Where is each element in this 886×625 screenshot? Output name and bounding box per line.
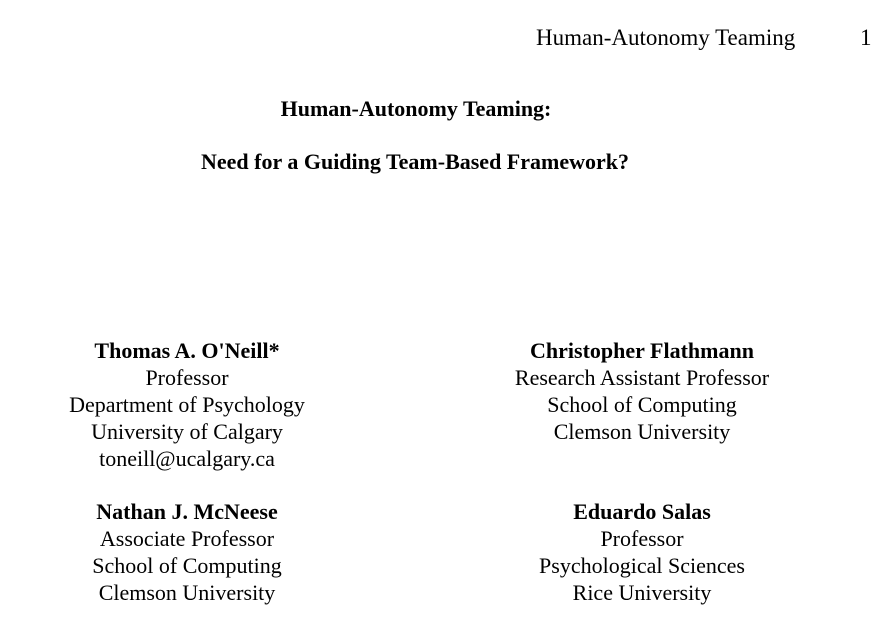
author-institution: Rice University xyxy=(572,580,712,605)
author-department: Department of Psychology xyxy=(69,392,305,417)
author-institution: Clemson University xyxy=(98,580,276,605)
author-email: toneill@ucalgary.ca xyxy=(99,446,275,471)
author-institution: University of Calgary xyxy=(91,419,283,444)
author-name: Thomas A. O'Neill* xyxy=(94,338,280,363)
paper-title-line-2: Need for a Guiding Team-Based Framework? xyxy=(201,149,629,174)
author-block-flathmann xyxy=(477,337,807,445)
author-department: School of Computing xyxy=(547,392,737,417)
author-department: School of Computing xyxy=(92,553,282,578)
paper-title-line-1: Human-Autonomy Teaming: xyxy=(280,96,552,121)
running-head: Human-Autonomy Teaming xyxy=(536,25,796,50)
author-institution: Clemson University xyxy=(553,419,731,444)
author-name: Christopher Flathmann xyxy=(530,338,754,363)
author-position: Research Assistant Professor xyxy=(514,365,770,390)
author-name: Eduardo Salas xyxy=(573,499,711,524)
author-position: Associate Professor xyxy=(99,526,275,551)
page-number: 1 xyxy=(860,25,872,50)
author-block-mcneese xyxy=(22,498,352,606)
author-position: Professor xyxy=(145,365,229,390)
author-block-oneill xyxy=(22,337,352,472)
author-department: Psychological Sciences xyxy=(539,553,745,578)
author-block-salas xyxy=(477,498,807,606)
author-name: Nathan J. McNeese xyxy=(96,499,278,524)
author-position: Professor xyxy=(600,526,684,551)
